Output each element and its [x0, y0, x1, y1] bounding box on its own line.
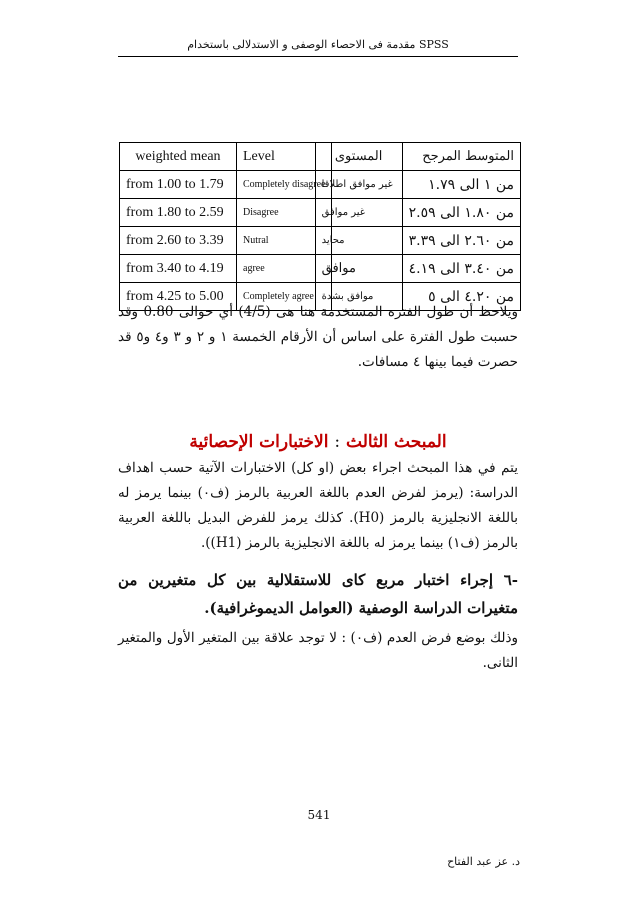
table-cell: موافق — [315, 255, 402, 283]
table-row — [120, 171, 332, 199]
section-intro-paragraph: يتم في هذا المبحث اجراء بعض (او كل) الاختبارات الآتية حسب اهداف الدراسة: (يرمز لفرض العدم باللغة العربية بالرمز (ف٠) بينما يرمز له باللغة الانجليزية بالرمز (H0). كذلك يرمز للفرض البديل باللغة العربية بالرمز (ف١) بينما يرمز له باللغة الانجليزية بالرمز (H1)). — [118, 460, 519, 551]
table-header-row — [120, 143, 332, 171]
table-cell: agree — [237, 255, 332, 283]
arabic-scale-table — [315, 142, 521, 311]
table-cell: من ٢.٦٠ الى ٣.٣٩ — [402, 227, 520, 255]
table-cell: from 1.00 to 1.79 — [120, 171, 237, 199]
table-header-cell: Level — [237, 143, 332, 171]
table-cell: Completely agree — [237, 283, 332, 311]
section-heading — [118, 432, 518, 452]
table-cell: من ٤.٢٠ الى ٥ — [402, 283, 520, 311]
table-cell: غير موافق — [315, 199, 402, 227]
table-row — [315, 199, 520, 227]
table-cell: من ١ الى ١.٧٩ — [402, 171, 520, 199]
item-6-heading: -٦ إجراء اختبار مربع كاى للاستقلالية بين كل متغيرين من متغيرات الدراسة الوصفية (العوامل الديموغرافية). — [118, 571, 518, 617]
section-subtitle: الاختبارات الإحصائية — [189, 432, 329, 452]
table-cell: from 1.80 to 2.59 — [120, 199, 237, 227]
table-cell: غير موافق اطلاقا — [315, 171, 402, 199]
table-cell: Nutral — [237, 227, 332, 255]
page-number: 541 — [307, 808, 331, 822]
english-scale-table — [119, 142, 332, 311]
table-row — [315, 255, 520, 283]
table-row — [315, 227, 520, 255]
running-header — [118, 38, 518, 51]
table-header-row — [315, 143, 520, 171]
table-cell: from 2.60 to 3.39 — [120, 227, 237, 255]
header-text: مقدمة فى الاحصاء الوصفى و الاستدلالى باستخدام SPSS — [187, 38, 449, 51]
table-row — [315, 171, 520, 199]
table-cell: من ٣.٤٠ الى ٤.١٩ — [402, 255, 520, 283]
table-cell: Disagree — [237, 199, 332, 227]
table-row — [120, 255, 332, 283]
table-row — [120, 199, 332, 227]
section-colon: : — [334, 432, 341, 452]
table-cell: from 4.25 to 5.00 — [120, 283, 237, 311]
table-row — [120, 227, 332, 255]
table-header-cell: المستوى — [315, 143, 402, 171]
section-title: المبحث الثالث — [346, 432, 447, 452]
table-header-cell: weighted mean — [120, 143, 237, 171]
table-header-cell: المتوسط المرجح — [402, 143, 520, 171]
table-cell: موافق بشدة — [315, 283, 402, 311]
scale-note-paragraph: ويلاحظ أن طول الفتره المستخدمة هنا هى (4/5) أي حوالى 0.80 وقد حسبت طول الفترة على اساس أن الأرقام الخمسة ١ و ٢ و ٣ و٤ و٥ قد حصرت فيما بينها ٤ مسافات. — [118, 304, 518, 370]
header-rule — [118, 56, 518, 57]
table-cell: من ١.٨٠ الى ٢.٥٩ — [402, 199, 520, 227]
item-6-text: وذلك بوضع فرض العدم (ف٠) : لا توجد علاقة بين المتغير الأول والمتغير الثانى. — [118, 630, 518, 671]
table-cell: Completely disagree — [237, 171, 332, 199]
table-cell: محايد — [315, 227, 402, 255]
author-name: د. عز عبد الفتاح — [447, 855, 520, 868]
table-cell: from 3.40 to 4.19 — [120, 255, 237, 283]
